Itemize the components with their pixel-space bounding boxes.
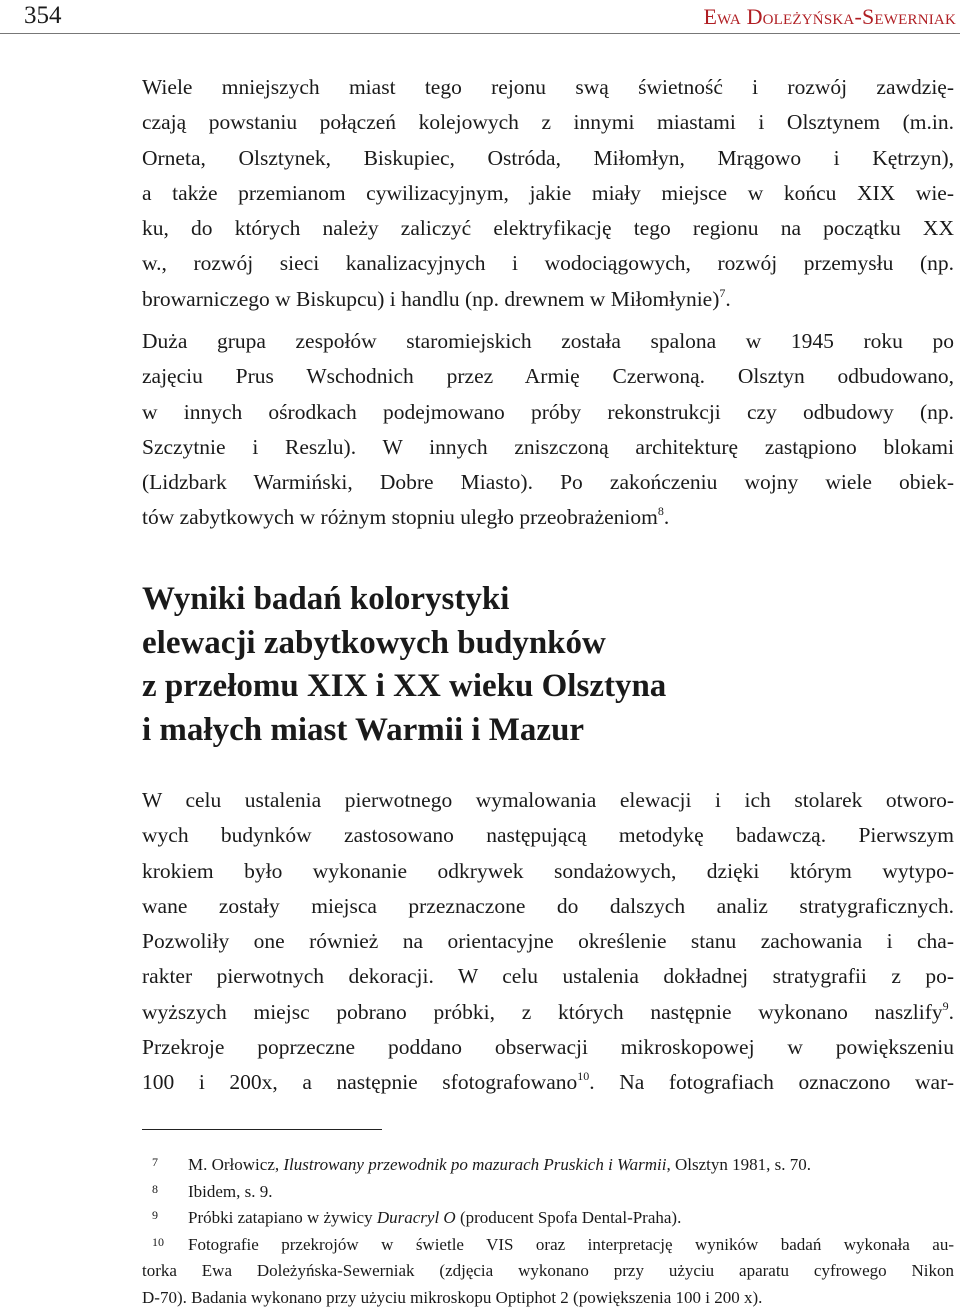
- footnotes: [142, 1152, 954, 1311]
- footnote-fragment: , Olsztyn 1981, s. 70.: [666, 1155, 811, 1174]
- footnote-number: 7: [152, 1155, 158, 1169]
- footnote-ref-8[interactable]: 8: [657, 504, 664, 519]
- footnote-10: [142, 1232, 954, 1312]
- footnote-ref-10[interactable]: 10: [577, 1069, 590, 1084]
- footnote-line: D-70). Badania wykonano przy użyciu mikroskopu Optiphot 2 (powiększenia 100 i 200 x).: [142, 1287, 763, 1307]
- text-line: czają powstaniu połączeń kolejowych z innymi miastami i Olsztynem (m.in.: [142, 110, 954, 135]
- footnote-9: [142, 1205, 954, 1232]
- text-line: Orneta, Olsztynek, Biskupiec, Ostróda, Miłomłyn, Mrągowo i Kętrzyn),: [142, 145, 954, 170]
- text-line: [142, 995, 954, 1030]
- text-fragment: .: [663, 505, 670, 530]
- footnote-fragment: Próbki zatapiano w żywicy: [188, 1208, 377, 1227]
- footnote-number: 10: [152, 1234, 164, 1249]
- section-heading: [142, 578, 922, 752]
- footnote-separator: [142, 1129, 382, 1130]
- footnote-fragment: (producent Spofa Dental-Praha).: [455, 1208, 682, 1227]
- text-line: rakter pierwotnych dekoracji. W celu ustalenia dokładnej stratygrafii z po-: [142, 964, 954, 989]
- text-fragment: 100 i 200x, a następnie sfotografowano: [142, 1070, 578, 1095]
- footnote-8: [142, 1179, 954, 1206]
- text-line: krokiem było wykonanie odkrywek sondażowych, dzięki którym wytypo-: [142, 858, 954, 883]
- text-line: w., rozwój sieci kanalizacyjnych i wodociągowych, rozwój przemysłu (np.: [142, 251, 954, 276]
- footnote-fragment: M. Orłowicz,: [188, 1155, 284, 1174]
- footnote-7: [142, 1152, 954, 1179]
- text-fragment: . Na fotografiach oznaczono war-: [589, 1070, 954, 1095]
- footnote-text: [142, 1152, 954, 1179]
- text-fragment: browarniczego w Biskupcu) i handlu (np. drewnem w Miłomłynie): [142, 286, 720, 311]
- text-line: zajęciu Prus Wschodnich przez Armię Czerwoną. Olsztyn odbudowano,: [142, 364, 954, 389]
- footnote-title: Duracryl O: [376, 1208, 456, 1227]
- heading-line: i małych miast Warmii i Mazur: [142, 711, 585, 748]
- text-line: Wiele mniejszych miast tego rejonu swą świetność i rozwój zawdzię-: [142, 75, 954, 99]
- heading-line: Wyniki badań kolorystyki: [142, 581, 510, 617]
- running-head-author: Ewa Doleżyńska-Sewerniak: [703, 4, 956, 29]
- text-line: Duża grupa zespołów staromiejskich została spalona w 1945 roku po: [142, 329, 954, 353]
- footnote-line: Fotografie przekrojów w świetle VIS oraz interpretację wyników badań wykonała au-: [188, 1234, 954, 1254]
- footnote-title: Ilustrowany przewodnik po mazurach Pruskich i Warmii: [283, 1155, 667, 1174]
- text-fragment: tów zabytkowych w różnym stopniu uległo przeobrażeniom: [142, 505, 658, 530]
- footnote-line: torka Ewa Doleżyńska-Sewerniak (zdjęcia wykonano przy użyciu aparatu cyfrowego Nikon: [142, 1261, 954, 1280]
- text-fragment: .: [948, 999, 954, 1024]
- footnote-text: [142, 1205, 954, 1232]
- footnote-text: [142, 1232, 954, 1312]
- footnote-ref-7[interactable]: 7: [719, 285, 726, 300]
- text-line: wane zostały miejsca przeznaczone do dalszych analiz stratygraficznych.: [142, 893, 954, 918]
- footnote-text: Ibidem, s. 9.: [188, 1181, 273, 1201]
- text-line: [142, 1065, 954, 1100]
- text-line-last: [142, 500, 954, 535]
- text-fragment: wyższych miejsc pobrano próbki, z których następnie wykonano naszlify: [142, 999, 943, 1024]
- paragraph-methodology: [142, 783, 954, 1101]
- text-line: Przekroje poprzeczne poddano obserwacji mikroskopowej w powiększeniu: [142, 1035, 954, 1060]
- text-line: Pozwoliły one również na orientacyjne określenie stanu zachowania i cha-: [142, 929, 954, 954]
- heading-line: elewacji zabytkowych budynków: [142, 624, 606, 661]
- text-fragment: .: [725, 286, 731, 311]
- footnote-number: 9: [152, 1208, 158, 1222]
- text-line: W celu ustalenia pierwotnego wymalowania elewacji i ich stolarek otworo-: [142, 788, 954, 812]
- footnote-number: 8: [152, 1181, 158, 1196]
- text-line: ku, do których należy zaliczyć elektryfikację tego regionu na początku XX: [142, 216, 954, 241]
- header-rule: [0, 33, 960, 34]
- page-number: 354: [24, 2, 62, 29]
- heading-line: z przełomu XIX i XX wieku Olsztyna: [142, 668, 667, 704]
- text-line: w innych ośrodkach podejmowano próby rekonstrukcji czy odbudowy (np.: [142, 399, 954, 424]
- text-line-last: [142, 282, 954, 317]
- paragraph-war-damage: [142, 324, 954, 536]
- text-line: Szczytnie i Reszlu). W innych zniszczoną architekturę zastąpiono blokami: [142, 434, 954, 459]
- text-line: (Lidzbark Warmiński, Dobre Miasto). Po zakończeniu wojny wiele obiek-: [142, 470, 954, 495]
- footnote-ref-9[interactable]: 9: [942, 998, 949, 1013]
- paragraph-railways: [142, 70, 954, 317]
- page-header: [0, 0, 960, 34]
- text-line: a także przemianom cywilizacyjnym, jakie miały miejsce w końcu XIX wie-: [142, 180, 954, 205]
- text-line: wych budynków zastosowano następującą metodykę badawczą. Pierwszym: [142, 823, 954, 848]
